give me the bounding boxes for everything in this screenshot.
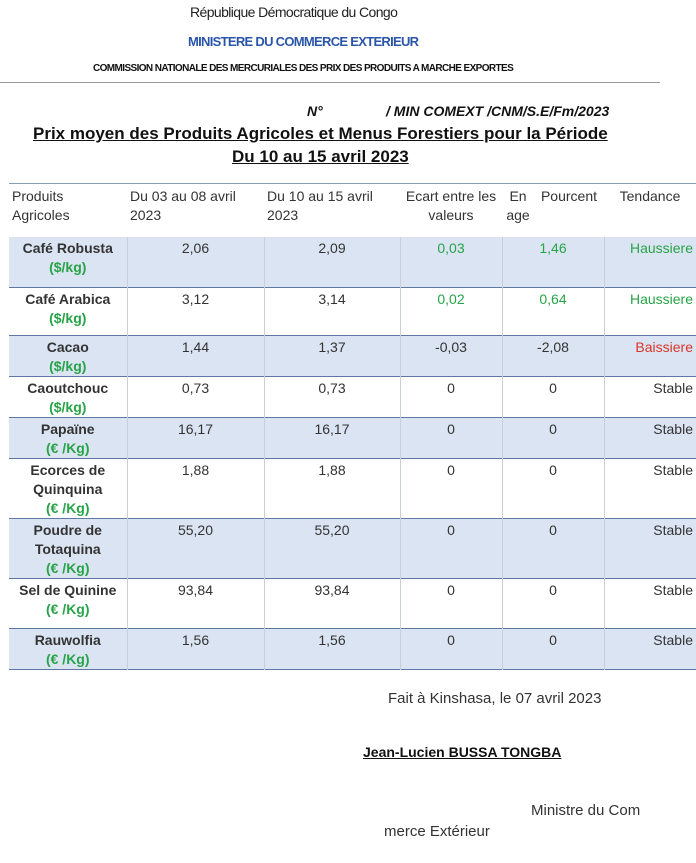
product-name: Sel de Quinine <box>19 581 117 598</box>
price-period-2: 16,17 <box>264 417 400 458</box>
product-cell <box>9 578 127 628</box>
percent-value: -2,08 <box>502 335 604 376</box>
ecart-value: 0,03 <box>400 237 502 287</box>
percent-value: 1,46 <box>502 237 604 287</box>
percent-value: 0 <box>502 376 604 417</box>
product-unit: (€ /Kg) <box>45 650 90 667</box>
price-period-1: 1,56 <box>127 628 264 669</box>
table-row <box>9 417 696 458</box>
price-period-1: 16,17 <box>127 417 264 458</box>
product-name: Caoutchouc <box>27 379 109 396</box>
table-row <box>9 628 696 669</box>
ecart-value: -0,03 <box>400 335 502 376</box>
col-header-pourcent: Pourcent <box>534 184 604 238</box>
price-period-1: 3,12 <box>127 287 264 335</box>
table-row <box>9 518 696 578</box>
signer-title-line1: Ministre du Com <box>531 802 641 819</box>
price-period-1: 93,84 <box>127 578 264 628</box>
product-unit: ($/kg) <box>49 357 87 374</box>
col-header-en-age: En age <box>502 184 534 238</box>
product-cell <box>9 335 127 376</box>
table-row <box>9 237 696 287</box>
ecart-value: 0 <box>400 376 502 417</box>
trend-value: Stable <box>604 628 696 669</box>
price-table <box>9 183 696 670</box>
product-unit: (€ /Kg) <box>45 559 90 576</box>
percent-value: 0 <box>502 518 604 578</box>
signer-name: Jean-Lucien BUSSA TONGBA <box>363 744 562 760</box>
table-row <box>9 458 696 518</box>
price-period-2: 55,20 <box>264 518 400 578</box>
price-period-2: 3,14 <box>264 287 400 335</box>
reference-code: / MIN COMEXT /CNM/S.E/Fm/2023 <box>386 103 610 119</box>
signer-title-line2: merce Extérieur <box>384 823 490 840</box>
document-period: Du 10 au 15 avril 2023 <box>232 147 409 166</box>
product-cell <box>9 417 127 458</box>
product-unit: ($/kg) <box>49 309 87 326</box>
ecart-value: 0 <box>400 518 502 578</box>
table-row <box>9 335 696 376</box>
price-period-2: 1,88 <box>264 458 400 518</box>
percent-value: 0 <box>502 417 604 458</box>
price-period-2: 0,73 <box>264 376 400 417</box>
product-unit: ($/kg) <box>49 398 87 415</box>
col-header-ecart: Ecart entre les valeurs <box>400 184 502 238</box>
product-name: Ecorces de Quinquina <box>30 461 106 497</box>
product-unit: (€ /Kg) <box>45 439 90 456</box>
ministry-name: MINISTERE DU COMMERCE EXTERIEUR <box>188 34 419 49</box>
product-cell <box>9 628 127 669</box>
price-period-2: 1,37 <box>264 335 400 376</box>
trend-value: Stable <box>604 417 696 458</box>
product-unit: (€ /Kg) <box>45 600 90 617</box>
trend-value: Baissiere <box>604 335 696 376</box>
product-name: Café Arabica <box>25 290 111 307</box>
product-cell <box>9 458 127 518</box>
trend-value: Stable <box>653 461 693 478</box>
percent-value: 0 <box>502 458 604 518</box>
col-header-tendance: Tendance <box>604 184 696 238</box>
price-period-1: 0,73 <box>127 376 264 417</box>
product-name: Cacao <box>46 338 89 355</box>
table-row <box>9 287 696 335</box>
product-cell <box>9 287 127 335</box>
product-name: Rauwolfia <box>34 631 101 648</box>
product-cell <box>9 376 127 417</box>
percent-value: 0 <box>502 578 604 628</box>
document-title: Prix moyen des Produits Agricoles et Menus Forestiers pour la Période <box>33 124 608 143</box>
ecart-value: 0 <box>400 417 502 458</box>
percent-value: 0,64 <box>502 287 604 335</box>
percent-value: 0 <box>502 628 604 669</box>
republic-name: République Démocratique du Congo <box>190 4 398 20</box>
product-unit: ($/kg) <box>49 259 87 275</box>
price-period-1: 1,88 <box>127 458 264 518</box>
ecart-value: 0 <box>400 628 502 669</box>
ecart-value: 0 <box>400 578 502 628</box>
table-header-row <box>9 184 696 238</box>
trend-value: Haussiere <box>629 290 693 307</box>
ecart-value: 0,02 <box>400 287 502 335</box>
table-row <box>9 578 696 628</box>
price-period-2: 93,84 <box>264 578 400 628</box>
price-period-1: 1,44 <box>127 335 264 376</box>
price-period-2: 2,09 <box>264 237 400 287</box>
ecart-value: 0 <box>400 458 502 518</box>
commission-name: COMMISSION NATIONALE DES MERCURIALES DES PRIX DES PRODUITS A MARCHE EXPORTES <box>93 63 514 74</box>
product-name: Café Robusta <box>22 240 113 256</box>
place-and-date: Fait à Kinshasa, le 07 avril 2023 <box>388 690 602 707</box>
trend-value: Stable <box>604 518 696 578</box>
product-cell <box>9 237 127 287</box>
header-divider <box>0 82 660 83</box>
price-period-1: 55,20 <box>127 518 264 578</box>
col-header-period-2: Du 10 au 15 avril 2023 <box>264 184 400 238</box>
table-row <box>9 376 696 417</box>
product-unit: (€ /Kg) <box>45 499 90 516</box>
col-header-products: Produits Agricoles <box>9 184 127 238</box>
trend-value: Haussiere <box>604 237 696 287</box>
price-period-1: 2,06 <box>127 237 264 287</box>
trend-value: Stable <box>653 581 693 598</box>
product-name: Papaïne <box>40 420 95 437</box>
price-period-2: 1,56 <box>264 628 400 669</box>
product-cell <box>9 518 127 578</box>
trend-value: Stable <box>653 379 693 396</box>
product-name: Poudre de Totaquina <box>33 521 102 557</box>
reference-number-label: N° <box>307 103 323 119</box>
col-header-period-1: Du 03 au 08 avril 2023 <box>127 184 264 238</box>
